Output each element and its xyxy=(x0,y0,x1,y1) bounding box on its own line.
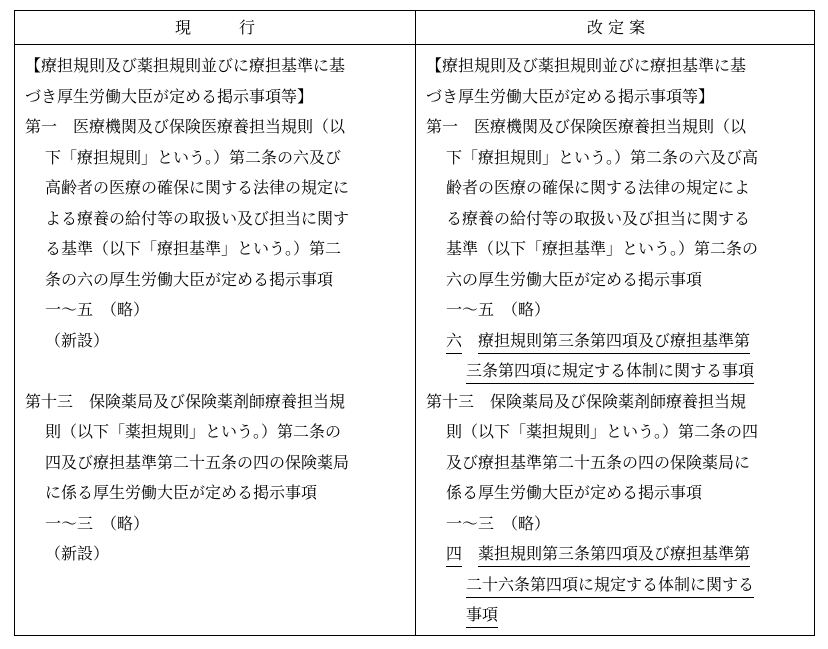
revised-sec13-new-item xyxy=(426,539,810,570)
revised-sec13-line: 係る厚生労働大臣が定める掲示事項 xyxy=(446,483,703,502)
revised-sec13-new-item-cont xyxy=(426,570,810,601)
current-sec1-line: 第一 医療機関及び保険医療養担当規則（以 xyxy=(25,117,346,136)
current-sec13-line: 第十三 保険薬局及び保険薬剤師療養担当規 xyxy=(25,391,346,411)
current-column-header: 現 行 xyxy=(174,18,255,37)
revised-sec1-new-text: 療担規則第三条第四項及び療担基準第 xyxy=(478,328,750,354)
current-sec1-line: る基準（以下「療担基準」という。）第二 xyxy=(45,239,342,258)
column-divider xyxy=(415,11,416,635)
revised-column-header: 改 定 案 xyxy=(586,18,646,37)
current-sec1-line: よる療養の給付等の取扱い及び担当に関す xyxy=(45,208,350,228)
revised-sec1-line: 基準（以下「療担基準」という。）第二条の xyxy=(446,239,759,258)
revised-sec1-line: 下「療担規則」という。）第二条の六及び高 xyxy=(446,147,759,167)
revised-title-line: づき厚生労働大臣が定める掲示事項等】 xyxy=(426,86,715,106)
revised-sec1-new-text: 三条第四項に規定する体制に関する事項 xyxy=(466,358,754,384)
revised-sec1-item: 一～五 （略） xyxy=(446,300,551,319)
revised-sec13-new-text: 事項 xyxy=(466,602,498,628)
revised-sec1-new-number: 六 xyxy=(446,328,462,354)
revised-sec1-new-item xyxy=(426,326,810,357)
revised-sec13-new-text: 二十六条第四項に規定する体制に関する xyxy=(466,572,754,598)
current-sec13-line: に係る厚生労働大臣が定める掲示事項 xyxy=(45,483,318,502)
revised-sec13-line: 則（以下「薬担規則」という。）第二条の四 xyxy=(446,422,759,441)
current-sec13-new: （新設） xyxy=(45,544,110,563)
current-title-line: 【療担規則及び薬担規則並びに療担基準に基 xyxy=(25,56,346,75)
current-sec13-line: 四及び療担基準第二十五条の四の保険薬局 xyxy=(45,452,350,472)
revised-sec13-new-item-cont xyxy=(426,600,810,631)
revised-sec1-line: 齢者の医療の確保に関する法律の規定によ xyxy=(446,178,751,197)
revised-sec13-line: 及び療担基準第二十五条の四の保険薬局に xyxy=(446,452,751,472)
revised-sec1-line: 六の厚生労働大臣が定める掲示事項 xyxy=(446,269,703,289)
revised-column xyxy=(426,45,810,631)
revised-sec13-new-number: 四 xyxy=(446,541,462,567)
revised-sec1-line: る療養の給付等の取扱い及び担当に関する xyxy=(446,208,751,228)
current-sec1-new: （新設） xyxy=(45,330,110,350)
current-sec1-item: 一～五 （略） xyxy=(45,300,150,319)
current-sec1-line: 条の六の厚生労働大臣が定める掲示事項 xyxy=(45,269,334,289)
current-sec1-line: 高齢者の医療の確保に関する法律の規定に xyxy=(45,178,350,197)
current-sec13-item: 一～三 （略） xyxy=(45,513,150,533)
revised-sec1-line: 第一 医療機関及び保険医療養担当規則（以 xyxy=(426,117,747,136)
revised-sec1-new-item-cont xyxy=(426,356,810,387)
revised-sec13-item: 一～三 （略） xyxy=(446,513,551,533)
revised-title-line: 【療担規則及び薬担規則並びに療担基準に基 xyxy=(426,56,747,75)
comparison-table xyxy=(14,10,815,636)
revised-sec13-new-text: 薬担規則第三条第四項及び療担基準第 xyxy=(478,541,750,567)
current-title-line: づき厚生労働大臣が定める掲示事項等】 xyxy=(25,86,314,106)
current-sec1-line: 下「療担規則」という。）第二条の六及び xyxy=(45,147,342,167)
revised-sec13-line: 第十三 保険薬局及び保険薬剤師療養担当規 xyxy=(426,391,747,411)
current-column xyxy=(25,45,407,570)
current-sec13-line: 則（以下「薬担規則」という。）第二条の xyxy=(45,422,342,441)
